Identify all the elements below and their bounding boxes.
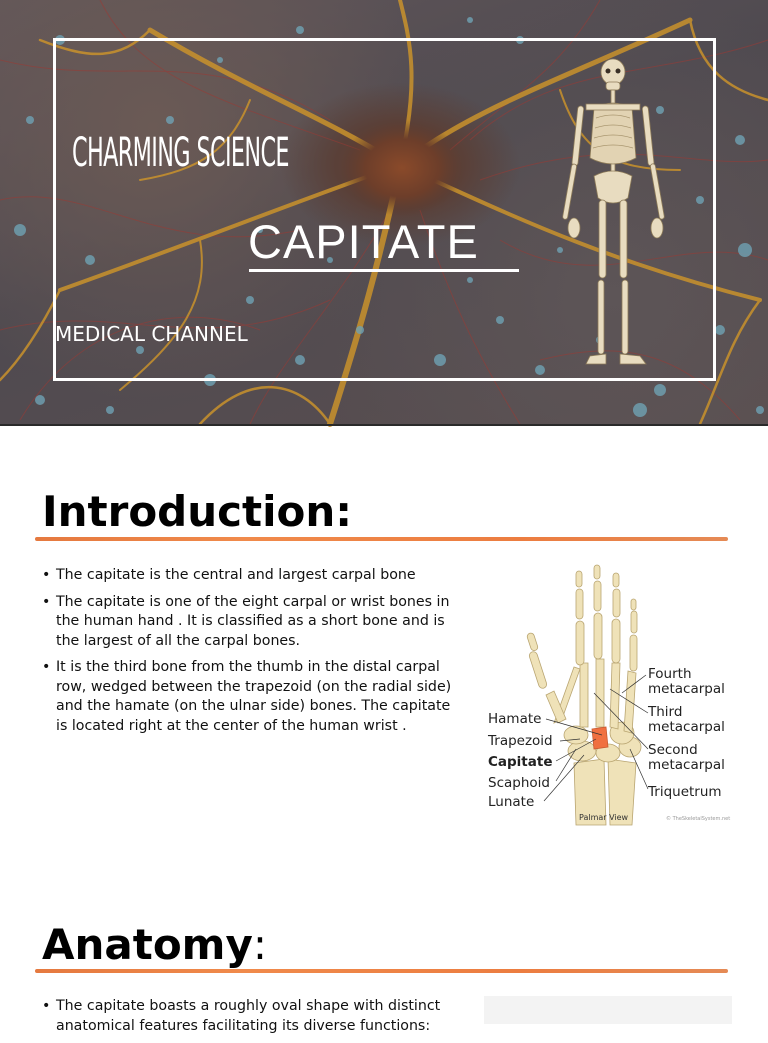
introduction-bullets <box>42 566 460 743</box>
anatomy-figure-placeholder <box>484 996 732 1024</box>
label-hamate: Hamate <box>488 711 542 727</box>
slide-subtitle: MEDICAL CHANNEL <box>55 322 248 346</box>
slide-main-title: CAPITATE <box>248 215 479 268</box>
brand-title: CHARMING SCIENCE <box>72 130 289 176</box>
label-lunate: Lunate <box>488 794 535 810</box>
introduction-accent-rule <box>35 537 728 541</box>
list-item: • The capitate is the central and largest carpal bone <box>42 566 460 586</box>
capitate-hand-diagram <box>484 563 732 825</box>
figure-credit: © TheSkeletalSystem.net <box>666 816 731 822</box>
label-third: Third <box>648 704 683 720</box>
anatomy-accent-rule <box>35 969 728 973</box>
list-item: • The capitate is one of the eight carpal or wrist bones in the human hand . It is classified as a short bone and is the largest of all the carpal bones. <box>42 593 460 652</box>
label-fourth-metacarpal: metacarpal <box>648 681 725 697</box>
list-item: • It is the third bone from the thumb in the distal carpal row, wedged between the trapezoid (on the radial side) and the hamate (on the ulnar side) bones. The capitate is located right at the center of the human wrist . <box>42 658 460 736</box>
label-scaphoid: Scaphoid <box>488 775 550 791</box>
list-item: • The capitate boasts a roughly oval shape with distinct anatomical features facilitating its diverse functions: <box>42 997 460 1036</box>
slide-divider <box>0 424 768 426</box>
label-fourth: Fourth <box>648 666 692 682</box>
anatomy-bullets <box>42 997 460 1043</box>
label-trapezoid: Trapezoid <box>488 733 553 749</box>
label-triquetrum: Triquetrum <box>648 784 722 800</box>
label-third-metacarpal: metacarpal <box>648 719 725 735</box>
title-slide <box>0 0 768 424</box>
introduction-heading: Introduction: <box>42 487 353 536</box>
skeleton-illustration <box>560 58 670 373</box>
label-second: Second <box>648 742 698 758</box>
title-underline <box>249 269 519 272</box>
label-capitate: Capitate <box>488 754 553 770</box>
figure-caption: Palmar View <box>579 813 629 822</box>
label-second-metacarpal: metacarpal <box>648 757 725 773</box>
anatomy-heading: Anatomy: <box>42 920 267 969</box>
